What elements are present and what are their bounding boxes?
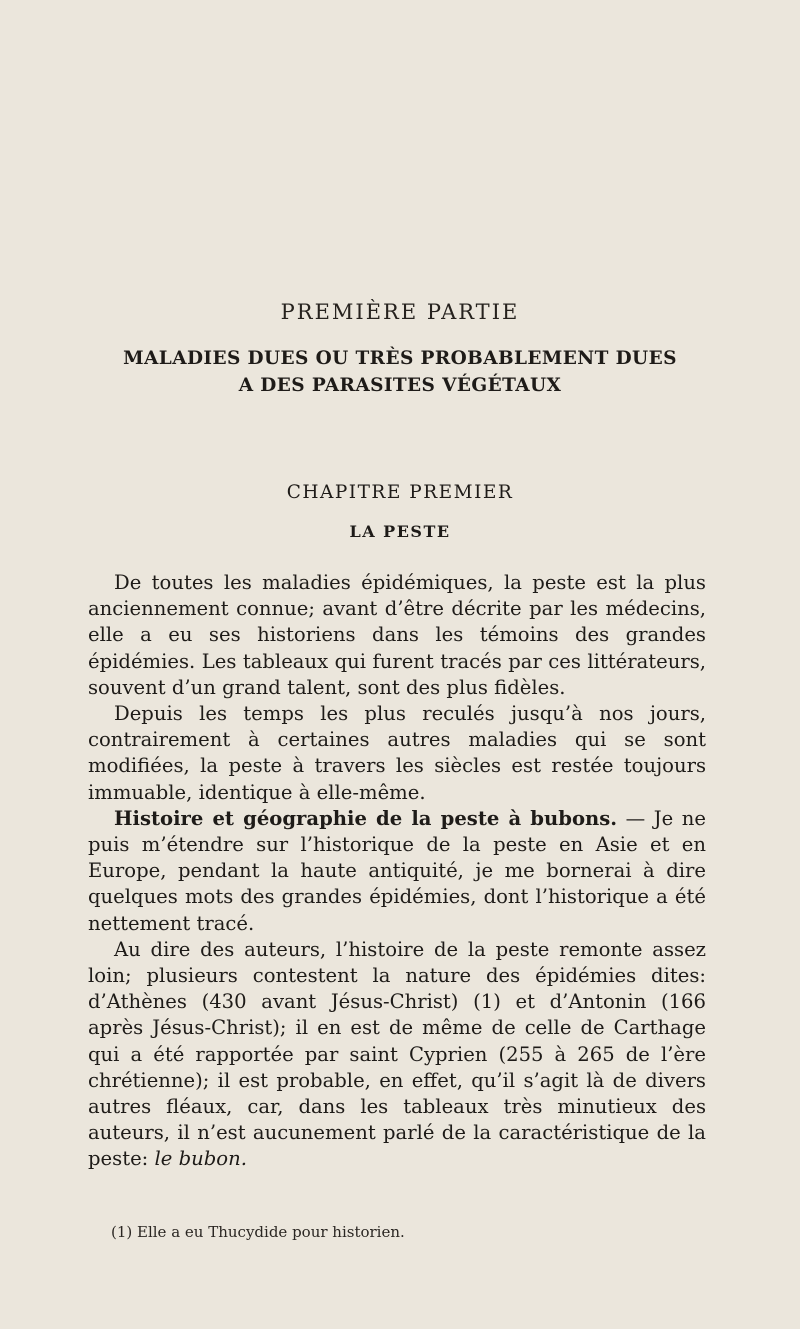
part-subtitle-line-1: MALADIES DUES OU TRÈS PROBABLEMENT DUES bbox=[123, 348, 677, 369]
paragraph-4 bbox=[88, 937, 706, 1173]
part-subtitle-line-2: A DES PARASITES VÉGÉTAUX bbox=[238, 375, 562, 396]
footnote: (1) Elle a eu Thucydide pour historien. bbox=[111, 1223, 405, 1241]
paragraph-4-end: le bubon. bbox=[154, 1147, 247, 1171]
paragraph-4-text: Au dire des auteurs, l’histoire de la peste remonte assez loin; plusieurs contestent la nature des épidémies dites: d’Athènes (430 avant Jésus-Christ) (1) et d’Antonin (166 après Jésus-Christ); il en est de même de celle de Carthage qui a été rapportée par saint Cyprien (255 à 265 de l’ère chrétienne); il est probable, en effet, qu’il s’agit là de divers autres fléaux, car, dans les tableaux très minutieux des auteurs, il n’est aucunement parlé de la caractéristique de la peste: bbox=[88, 937, 706, 1171]
paragraph-2: Depuis les temps les plus reculés jusqu’à nos jours, contrairement à certaines autres maladies qui se sont modifiées, la peste à travers les siècles est restée toujours immuable, identique à elle-même. bbox=[88, 702, 706, 804]
body-text bbox=[88, 570, 706, 1173]
paragraph-3-text: — Je ne puis m’étendre sur l’historique de la peste en Asie et en Europe, pendant la haute antiquité, je me bornerai à dire quelques mots des grandes épidémies, dont l’historique a été nettement tracé. bbox=[88, 806, 706, 935]
paragraph-1: De toutes les maladies épidémiques, la peste est la plus anciennement connue; avant d’être décrite par les médecins, elle a eu ses historiens dans les témoins des grandes épidémies. Les tableaux qui furent tracés par ces littérateurs, souvent d’un grand talent, sont des plus fidèles. bbox=[88, 571, 706, 699]
paragraph-3-heading: Histoire et géographie de la peste à bubons. bbox=[114, 806, 618, 830]
part-subtitle bbox=[0, 345, 800, 399]
paragraph-3 bbox=[88, 806, 706, 937]
chapter-title: CHAPITRE PREMIER bbox=[286, 482, 514, 503]
section-title: LA PESTE bbox=[349, 522, 451, 541]
part-title: PREMIÈRE PARTIE bbox=[280, 300, 520, 324]
